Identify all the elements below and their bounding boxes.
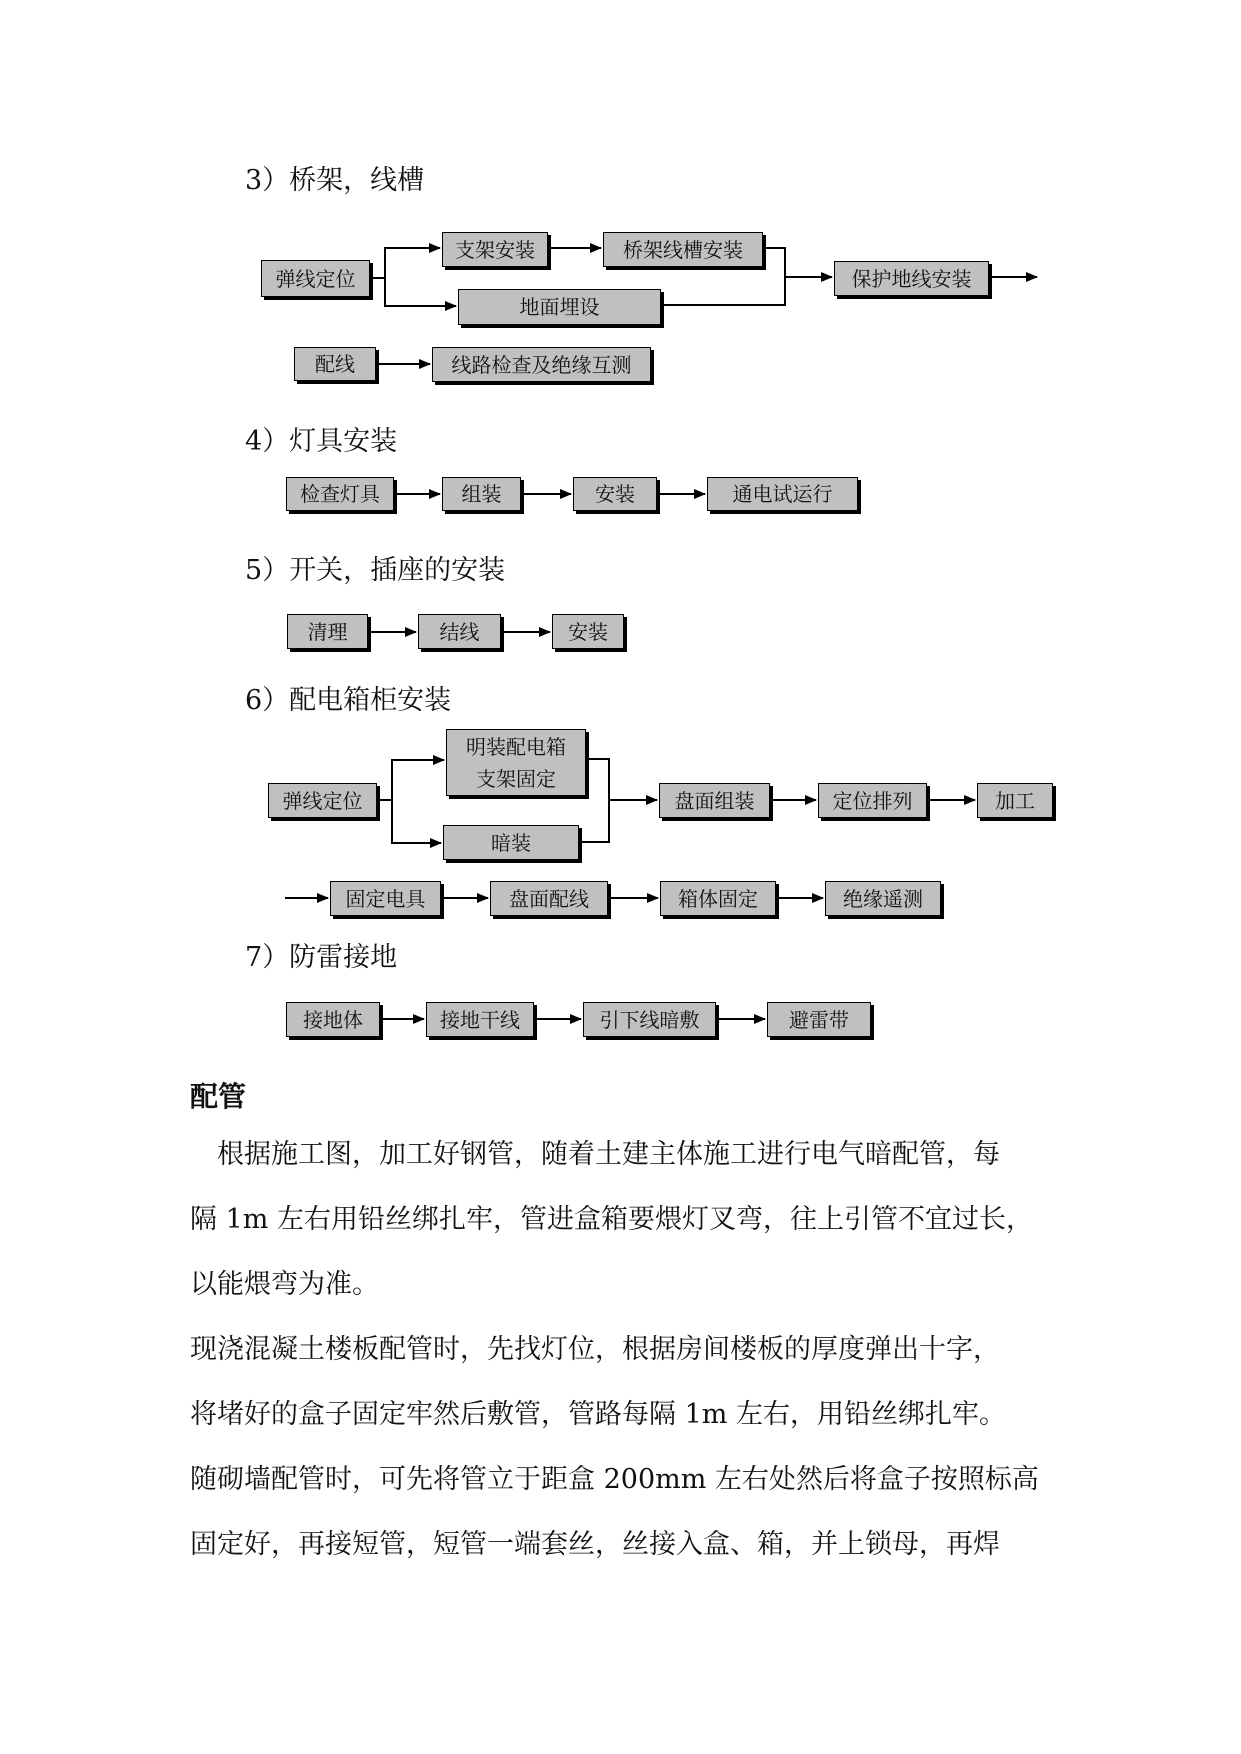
section-6-title: 6）配电箱柜安装	[245, 685, 452, 716]
paragraph-line: 以能煨弯为准。	[190, 1269, 379, 1300]
flow-box-az4: 安装	[573, 477, 657, 511]
arrow-s3-branch-top	[370, 248, 440, 278]
paragraph-line: 固定好，再接短管，短管一端套丝，丝接入盒、箱，并上锁母，再焊	[190, 1529, 1000, 1560]
flow-box-jc4: 检查灯具	[286, 477, 394, 511]
flow-box-qj: 桥架线槽安装	[603, 232, 763, 267]
flow-box-jc3: 线路检查及绝缘互测	[432, 347, 651, 382]
paragraph-line: 现浇混凝土楼板配管时，先找灯位，根据房间楼板的厚度弹出十字，	[190, 1334, 1000, 1365]
flow-box-dm: 地面埋设	[458, 289, 661, 325]
flow-box-px: 配线	[294, 347, 376, 381]
flow-box-bh: 保护地线安装	[834, 261, 989, 296]
flow-box-az5: 安装	[552, 614, 624, 649]
section-heading-peiguan: 配管	[190, 1080, 247, 1113]
section-3-title: 3）桥架，线槽	[245, 165, 425, 196]
flow-box-pm: 盘面组装	[659, 783, 770, 818]
section-5-title: 5）开关，插座的安装	[245, 555, 506, 586]
paragraph-line: 隔 1m 左右用铅丝绑扎牢，管进盒箱要煨灯叉弯，往上引管不宜过长，	[190, 1204, 1033, 1235]
flow-box-yxx: 引下线暗敷	[583, 1002, 716, 1037]
flow-box-pmpx: 盘面配线	[490, 881, 608, 916]
flow-box-mz: 明装配电箱 支架固定	[446, 729, 586, 796]
flow-box-jdt: 接地体	[286, 1002, 380, 1037]
paragraph-2	[190, 1317, 1070, 1577]
flow-box-ql: 清理	[287, 614, 368, 649]
flow-box-jdgx: 接地干线	[426, 1002, 534, 1037]
flow-box-jy: 绝缘遥测	[825, 881, 941, 916]
flow-box-jx: 结线	[418, 614, 501, 649]
paragraph-line: 根据施工图，加工好钢管，随着土建主体施工进行电气暗配管，每	[190, 1139, 1000, 1170]
flow-box-dx3: 弹线定位	[261, 260, 370, 297]
flow-box-td: 通电试运行	[707, 477, 858, 511]
paragraph-1	[190, 1122, 1070, 1317]
arrow-s3-branch-bottom	[385, 278, 456, 306]
flow-box-jg: 加工	[977, 783, 1053, 818]
flow-box-az6: 暗装	[443, 825, 579, 860]
section-7-title: 7）防雷接地	[245, 942, 398, 973]
flow-box-dw: 定位排列	[818, 783, 927, 818]
arrow-s6-branch-bottom	[392, 800, 441, 843]
flow-box-zz: 组装	[442, 477, 521, 511]
paragraph-line: 将堵好的盒子固定牢然后敷管，管路每隔 1m 左右，用铅丝绑扎牢。	[190, 1399, 1006, 1430]
section-4-title: 4）灯具安装	[245, 426, 398, 457]
flow-box-gd: 固定电具	[330, 881, 441, 916]
flow-box-dx6: 弹线定位	[268, 783, 377, 818]
flow-box-blb: 避雷带	[767, 1002, 871, 1037]
arrow-s6-branch-top	[377, 760, 444, 800]
flow-box-zj: 支架安装	[442, 232, 548, 267]
paragraph-line: 随砌墙配管时，可先将管立于距盒 200mm 左右处然后将盒子按照标高	[190, 1464, 1039, 1495]
flow-box-xt: 箱体固定	[660, 881, 776, 916]
